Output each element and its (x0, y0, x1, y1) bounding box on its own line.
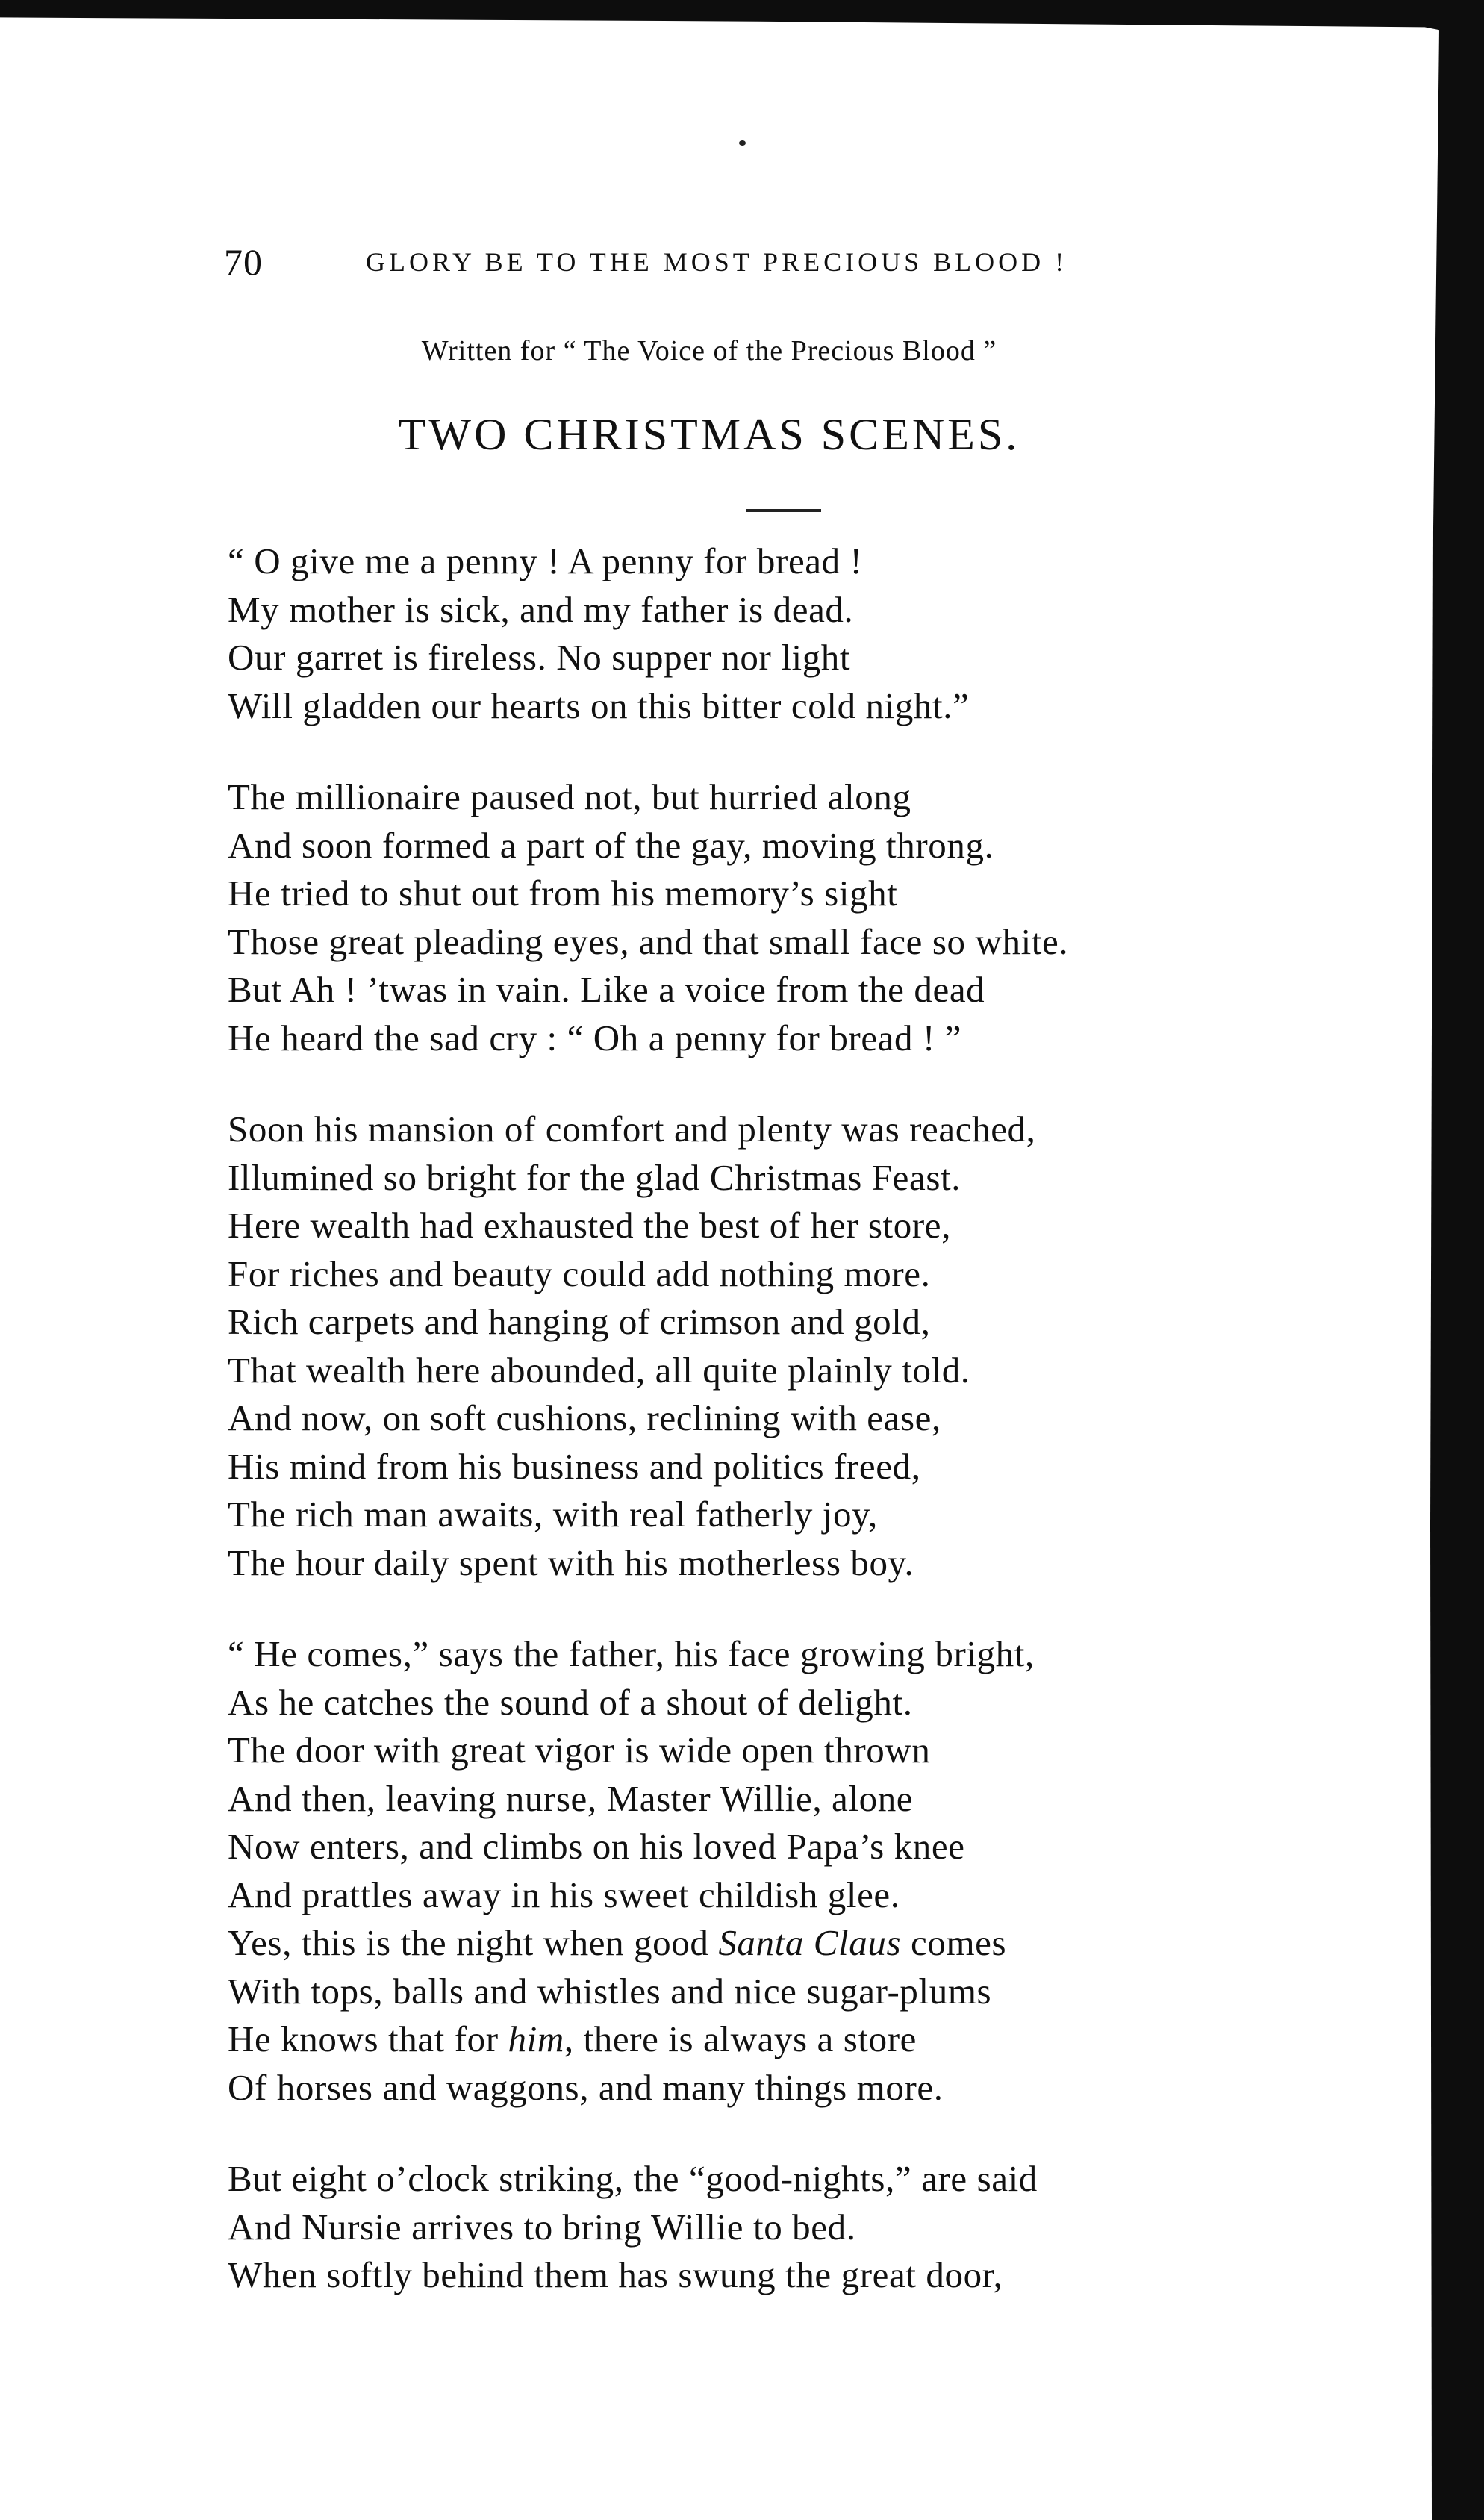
poem-line: As he catches the sound of a shout of delight. (228, 1681, 913, 1723)
poem-line: Illumined so bright for the glad Christmas Feast. (228, 1156, 961, 1198)
poem-line: The door with great vigor is wide open thrown (228, 1730, 931, 1771)
stanza-1 (228, 537, 1362, 730)
poem-line-him (228, 2015, 1362, 2064)
stanza-5 (228, 2155, 1362, 2300)
poem-line: The millionaire paused not, but hurried along (228, 776, 911, 817)
stanza-4 (228, 1630, 1362, 2112)
poem-line: That wealth here abounded, all quite plainly told. (228, 1349, 970, 1391)
poem-line: And now, on soft cushions, reclining with ease, (228, 1397, 941, 1438)
poem-line: Of horses and waggons, and many things more. (228, 2066, 944, 2108)
poem-line: The hour daily spent with his motherless boy. (228, 1541, 914, 1583)
poem-line: Here wealth had exhausted the best of her store, (228, 1205, 951, 1246)
poem-line: For riches and beauty could add nothing more. (228, 1253, 931, 1294)
scan-top-border (0, 0, 1484, 39)
poem-line: He heard the sad cry : “ Oh a penny for bread ! ” (228, 1017, 962, 1058)
poem-line: And then, leaving nurse, Master Willie, alone (228, 1777, 914, 1819)
page-header (224, 240, 1254, 300)
title-rule (746, 509, 821, 512)
poem-line: Will gladden our hearts on this bitter cold night.” (228, 684, 970, 726)
italic-text: him (508, 2018, 564, 2059)
poem-line: Rich carpets and hanging of crimson and gold, (228, 1301, 931, 1342)
poem-body (228, 537, 1362, 2343)
poem-line: “ He comes,” says the father, his face growing bright, (228, 1633, 1035, 1674)
poem-title: TWO CHRISTMAS SCENES. (398, 410, 1020, 459)
poem-line: But eight o’clock striking, the “good-nights,” are said (228, 2158, 1038, 2199)
stanza-3 (228, 1105, 1362, 1587)
line-text: , there is always a store (564, 2018, 917, 2059)
line-text: comes (901, 1922, 1007, 1963)
page-number: 70 (224, 241, 263, 283)
running-head: GLORY BE TO THE MOST PRECIOUS BLOOD ! (366, 247, 1068, 277)
poem-line: Our garret is fireless. No supper nor light (228, 637, 851, 678)
poem-line: The rich man awaits, with real fatherly joy, (228, 1494, 878, 1535)
attribution-line: Written for “ The Voice of the Precious Blood ” (421, 335, 997, 367)
poem-line: But Ah ! ’twas in vain. Like a voice from the dead (228, 969, 985, 1010)
poem-line: His mind from his business and politics freed, (228, 1445, 921, 1487)
poem-line: My mother is sick, and my father is dead. (228, 588, 854, 630)
poem-line: And Nursie arrives to bring Willie to bed. (228, 2206, 856, 2248)
poem-line: When softly behind them has swung the great door, (228, 2254, 1003, 2295)
poem-line: And prattles away in his sweet childish glee. (228, 1874, 900, 1915)
poem-line: With tops, balls and whistles and nice sugar-plums (228, 1970, 992, 2012)
poem-line: Soon his mansion of comfort and plenty was reached, (228, 1108, 1036, 1150)
line-text: He knows that for (228, 2018, 508, 2059)
italic-text: Santa Claus (718, 1922, 902, 1963)
scan-right-border (1409, 30, 1484, 2520)
poem-line: “ O give me a penny ! A penny for bread ! (228, 540, 863, 581)
stanza-2 (228, 773, 1362, 1062)
poem-line: He tried to shut out from his memory’s sight (228, 873, 898, 914)
line-text: Yes, this is the night when good (228, 1922, 719, 1963)
poem-line-santa (228, 1919, 1362, 1968)
poem-line: Those great pleading eyes, and that small face so white. (228, 920, 1069, 962)
ink-speck (739, 140, 746, 146)
poem-line: And soon formed a part of the gay, moving throng. (228, 824, 994, 866)
poem-line: Now enters, and climbs on his loved Papa’s knee (228, 1826, 965, 1867)
